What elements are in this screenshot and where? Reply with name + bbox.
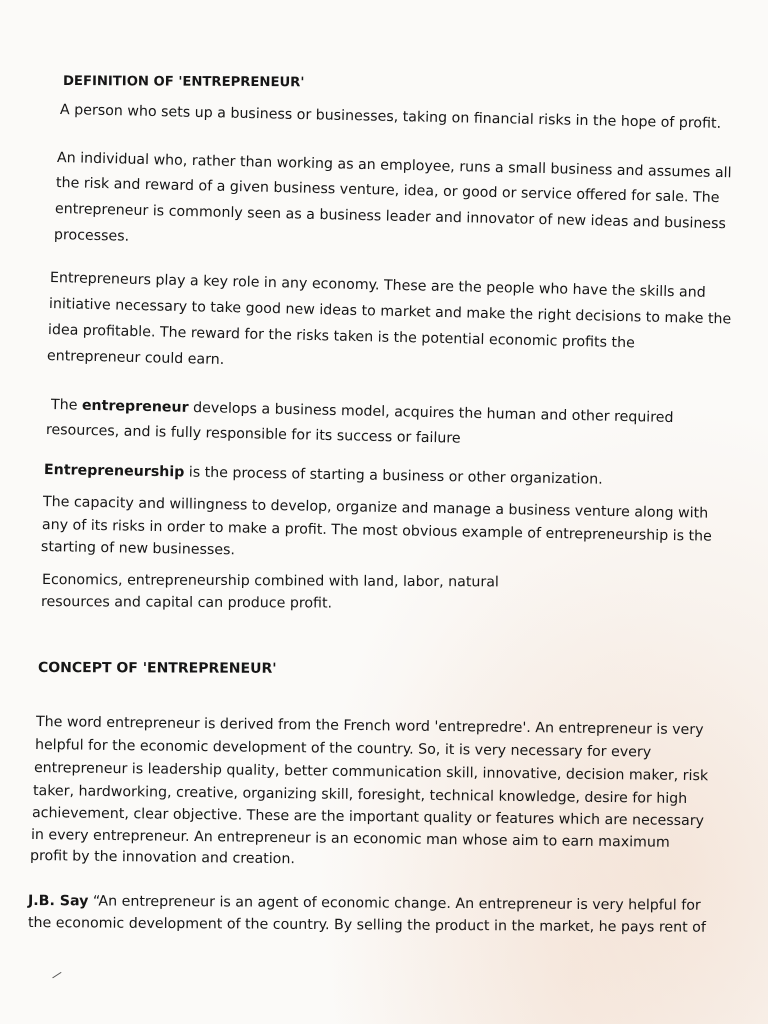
- paragraph-line: Entrepreneurs play a key role in any economy. These are the people who have the skills and: [49, 270, 706, 301]
- paragraph-line: achievement, clear objective. These are the important quality or features which are necessary: [31, 805, 705, 830]
- paragraph-line: the risk and reward of a given business venture, idea, or good or service offered for sale. The: [55, 175, 720, 207]
- paragraph-line: entrepreneur could earn.: [46, 348, 225, 369]
- scan-mark: /: [50, 968, 64, 982]
- text-span: “An entrepreneur is an agent of economic change. An entrepreneur is very helpful for: [88, 893, 701, 914]
- paragraph-line: idea profitable. The reward for the risks taken is the potential economic profits the: [47, 322, 635, 352]
- paragraph-line: initiative necessary to take good new ideas to market and make the right decisions to make the: [48, 296, 732, 328]
- paragraph-line: entrepreneur is leadership quality, better communication skill, innovative, decision maker, risk: [33, 760, 709, 785]
- bold-term: J.B. Say: [27, 893, 89, 910]
- paragraph-line: in every entrepreneur. An entrepreneur is an economic man whose aim to earn maximum: [30, 827, 670, 851]
- paragraph-line: [28, 891, 701, 916]
- paragraph-line: any of its risks in order to make a profit. The most obvious example of entrepreneurship is the: [41, 517, 712, 545]
- bold-term: Entrepreneurship: [43, 462, 185, 481]
- paragraph-line: Economics, entrepreneurship combined with land, labor, natural: [41, 572, 499, 591]
- paragraph-line: entrepreneur is commonly seen as a business leader and innovator of new ideas and business: [54, 201, 727, 233]
- paragraph-line: processes.: [53, 227, 130, 245]
- entrepreneurship-definition: [44, 460, 603, 490]
- paragraph-line: taker, hardworking, creative, organizing skill, foresight, technical knowledge, desire for high: [32, 783, 688, 807]
- paragraph-line: profit by the innovation and creation.: [29, 848, 296, 868]
- concept-heading: CONCEPT OF 'ENTREPRENEUR': [37, 660, 277, 677]
- paragraph-line: An individual who, rather than working as an employee, runs a small business and assumes all: [56, 150, 732, 182]
- definition-paragraph-1: A person who sets up a business or businesses, taking on financial risks in the hope of profit.: [59, 102, 722, 132]
- paragraph-line: the economic development of the country. By selling the product in the market, he pays rent of: [27, 915, 706, 936]
- bold-term: entrepreneur: [81, 397, 189, 416]
- paragraph-line: The word entrepreneur is derived from the French word 'entrepredre'. An entrepreneur is very: [35, 714, 704, 739]
- text-span: is the process of starting a business or other organization.: [184, 464, 603, 488]
- paragraph-line: resources and capital can produce profit.: [40, 594, 333, 612]
- paragraph-line: helpful for the economic development of the country. So, it is very necessary for every: [34, 737, 652, 761]
- paragraph-line: resources, and is fully responsible for its success or failure: [45, 422, 461, 447]
- text-span: develops a business model, acquires the human and other required: [188, 399, 674, 427]
- paragraph-line: starting of new businesses.: [40, 539, 236, 559]
- definition-heading: DEFINITION OF 'ENTREPRENEUR': [62, 74, 305, 91]
- paragraph-line: The capacity and willingness to develop, organize and manage a business venture along with: [42, 494, 709, 522]
- text-span: The: [50, 397, 83, 414]
